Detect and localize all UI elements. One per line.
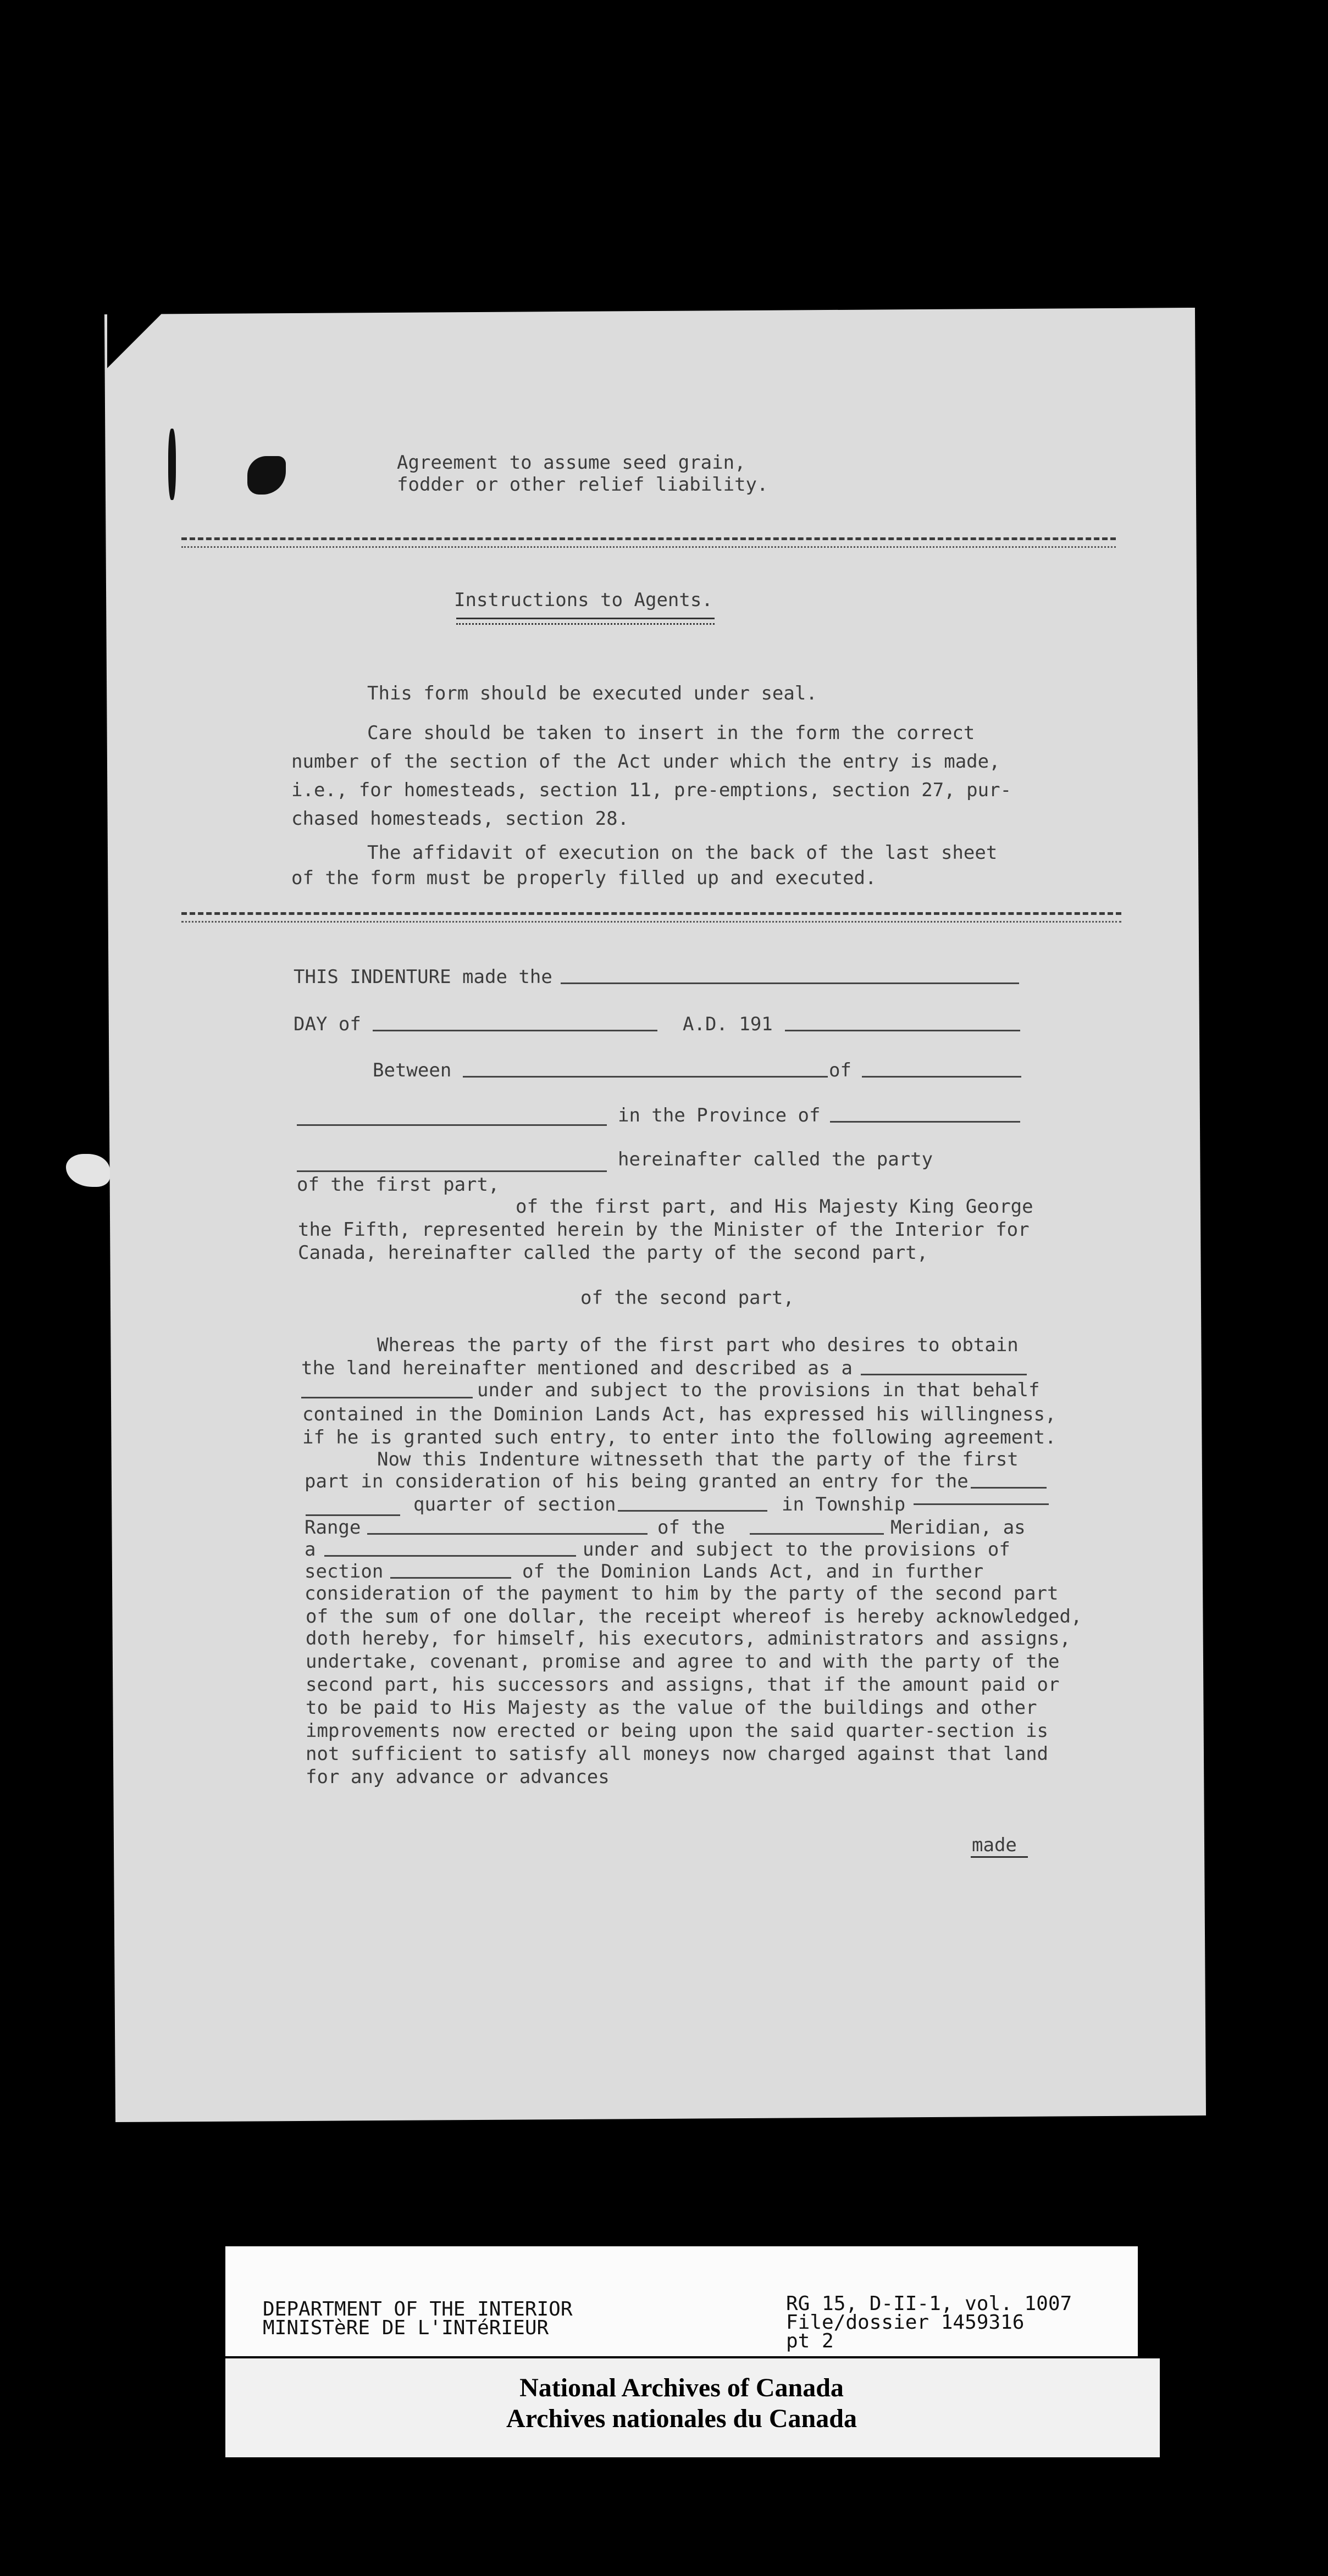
separator-line	[181, 537, 1116, 540]
agreement-paragraph-line: Canada, hereinafter called the party of the second part,	[298, 1242, 928, 1264]
whereas-line: Range	[305, 1517, 361, 1539]
agreement-paragraph-line: the Fifth, represented herein by the Minister of the Interior for	[298, 1219, 1030, 1241]
whereas-line: second part, his successors and assigns, that if the amount paid or	[306, 1674, 1060, 1696]
instruction-1: This form should be executed under seal.	[367, 682, 817, 704]
agreement-paragraph-line: of the first part, and His Majesty King George	[516, 1196, 1033, 1218]
paper-scrap	[66, 1154, 110, 1187]
title-underline	[456, 618, 715, 619]
folded-corner	[107, 308, 168, 368]
whereas-line: improvements now erected or being upon the said quarter-section is	[306, 1720, 1049, 1742]
title-underline	[456, 623, 715, 625]
whereas-line: contained in the Dominion Lands Act, has expressed his willingness,	[302, 1403, 1056, 1425]
blank-entry-type[interactable]	[861, 1374, 1027, 1375]
blank-province[interactable]	[830, 1121, 1020, 1123]
whereas-line: not sufficient to satisfy all moneys now charged against that land	[306, 1743, 1049, 1765]
department-name-en: DEPARTMENT OF THE INTERIOR	[263, 2298, 573, 2320]
whereas-line: Now this Indenture witnesseth that the party of the first	[377, 1448, 1019, 1470]
whereas-line: of the	[657, 1517, 725, 1539]
day-of-label: DAY of	[294, 1013, 361, 1035]
blank-entry-type-cont[interactable]	[301, 1397, 473, 1398]
instruction-3-line: The affidavit of execution on the back of the last sheet	[367, 842, 998, 864]
blank-entry-kind[interactable]	[324, 1555, 576, 1557]
whereas-line: Whereas the party of the first part who desires to obtain	[377, 1334, 1019, 1356]
blank-occupation[interactable]	[297, 1170, 607, 1172]
of-label: of	[829, 1059, 851, 1081]
between-label: Between	[373, 1059, 452, 1081]
punch-hole-mark	[168, 429, 176, 500]
whereas-line: under and subject to the provisions of	[583, 1539, 1010, 1561]
separator-line	[181, 546, 1116, 548]
blank-month[interactable]	[373, 1030, 657, 1031]
whereas-line: consideration of the payment to him by the party of the second part	[305, 1583, 1059, 1605]
province-label: in the Province of	[618, 1104, 821, 1126]
blank-range[interactable]	[367, 1533, 648, 1535]
instructions-title: Instructions to Agents.	[454, 589, 713, 611]
whereas-line: for any advance or advances	[306, 1766, 610, 1788]
instruction-2-line: number of the section of the Act under which the entry is made,	[291, 751, 1000, 773]
whereas-line: of the sum of one dollar, the receipt whereof is hereby acknowledged,	[306, 1606, 1082, 1628]
second-part-label: of the second part,	[580, 1287, 794, 1309]
archives-name-en: National Archives of Canada	[519, 2373, 844, 2402]
first-part-label: of the first part,	[297, 1174, 500, 1196]
file-number: File/dossier 1459316	[786, 2311, 1025, 2334]
blank-section[interactable]	[618, 1510, 767, 1512]
blank-party-name[interactable]	[463, 1076, 828, 1078]
whereas-line: Meridian, as	[890, 1517, 1026, 1539]
part-number: pt 2	[786, 2330, 834, 2352]
page-catchword: made	[972, 1834, 1017, 1856]
year-label: A.D. 191	[683, 1013, 773, 1035]
blank-locality[interactable]	[297, 1124, 607, 1126]
hereinafter-label: hereinafter called the party	[618, 1148, 933, 1170]
whereas-line: doth hereby, for himself, his executors, administrators and assigns,	[306, 1628, 1071, 1650]
blank-meridian[interactable]	[750, 1533, 884, 1535]
whereas-line: in Township	[782, 1494, 906, 1515]
blank-quarter[interactable]	[971, 1487, 1047, 1489]
whereas-line: if he is granted such entry, to enter into the following agreement.	[302, 1426, 1056, 1448]
instruction-3-line: of the form must be properly filled up and executed.	[291, 867, 877, 889]
indenture-opening: THIS INDENTURE made the	[294, 966, 552, 988]
whereas-line: part in consideration of his being granted an entry for the	[305, 1470, 969, 1492]
whereas-line: to be paid to His Majesty as the value of the buildings and other	[306, 1697, 1037, 1719]
catchword-underline	[971, 1856, 1028, 1858]
blank-quarter-cont[interactable]	[306, 1514, 400, 1516]
whereas-line: a	[305, 1539, 316, 1561]
blank-year[interactable]	[785, 1030, 1020, 1031]
whereas-line: undertake, covenant, promise and agree to and with the party of the	[306, 1651, 1060, 1673]
reference-number: RG 15, D-II-1, vol. 1007	[786, 2292, 1072, 2315]
separator-line	[181, 912, 1121, 915]
blank-act-section[interactable]	[390, 1577, 511, 1579]
instruction-2-line: chased homesteads, section 28.	[291, 808, 629, 830]
archives-name-fr: Archives nationales du Canada	[506, 2404, 857, 2433]
department-name-fr: MINISTèRE DE L'INTéRIEUR	[263, 2317, 549, 2339]
form-heading-line-1: Agreement to assume seed grain,	[397, 452, 746, 474]
whereas-line: quarter of section	[413, 1494, 616, 1515]
whereas-line: section	[305, 1561, 384, 1583]
whereas-line: under and subject to the provisions in that behalf	[477, 1379, 1040, 1401]
blank-party-place[interactable]	[862, 1076, 1021, 1078]
whereas-line: of the Dominion Lands Act, and in further	[522, 1561, 984, 1583]
whereas-line: the land hereinafter mentioned and described as a	[301, 1357, 853, 1379]
form-heading-line-2: fodder or other relief liability.	[397, 474, 768, 496]
blank-date[interactable]	[561, 982, 1019, 984]
instruction-2-line: Care should be taken to insert in the form the correct	[367, 722, 975, 744]
blank-township[interactable]	[914, 1503, 1049, 1505]
instruction-2-line: i.e., for homesteads, section 11, pre-emptions, section 27, pur-	[291, 779, 1012, 801]
separator-line	[181, 921, 1121, 923]
